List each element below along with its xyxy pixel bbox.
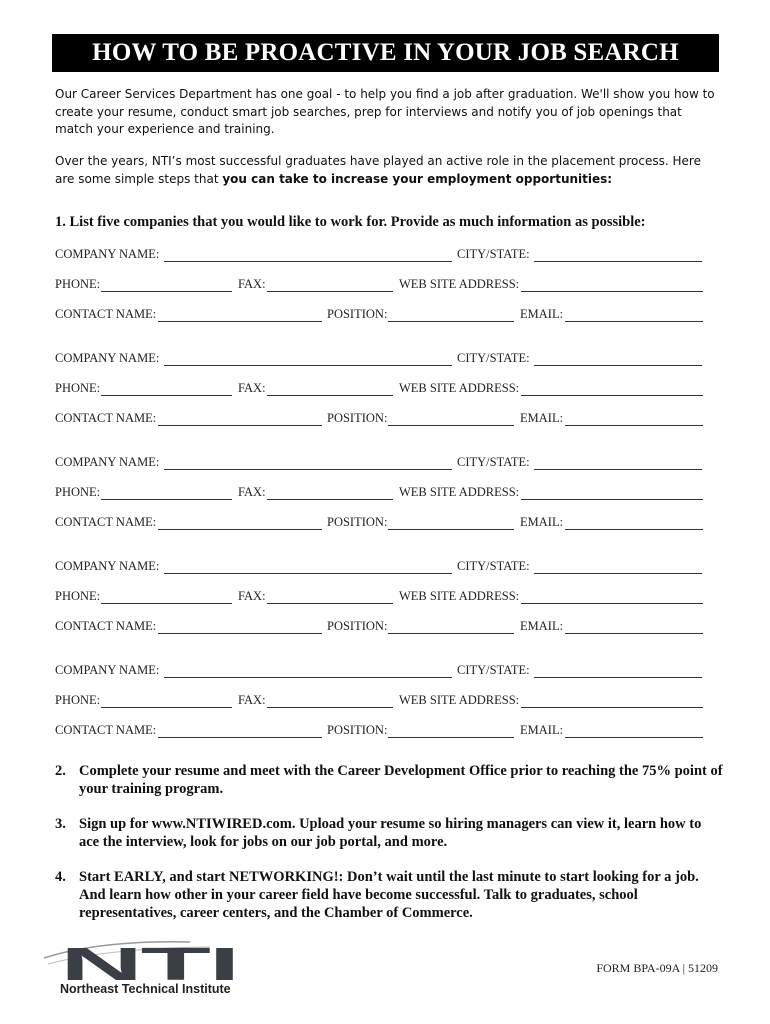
intro-paragraph-1: Our Career Services Department has one goal - to help you find a job after graduation. We'll show you how to create your resume, conduct smart job searches, prep for interviews and notify you of job openings that match your experience and training. [55,87,715,136]
field-label: EMAIL: [520,515,564,529]
city-state-field [457,247,702,262]
fill-in-blank[interactable] [101,487,232,500]
field-label: CONTACT NAME: [55,515,157,529]
fill-in-blank[interactable] [267,695,393,708]
field-label: EMAIL: [520,411,564,425]
fill-in-blank[interactable] [521,487,703,500]
fill-in-blank[interactable] [521,591,703,604]
fax-field [238,485,393,500]
field-label: CITY/STATE: [457,559,530,573]
fill-in-blank[interactable] [158,725,322,738]
fill-in-blank[interactable] [101,279,232,292]
fill-in-blank[interactable] [534,457,702,470]
fill-in-blank[interactable] [388,725,514,738]
intro-paragraph-2-lead: Over the years, NTI’s most successful graduates have played an active role in the placement process. Here are some simple steps that [55,154,701,186]
fax-field [238,693,393,708]
form-row [55,515,705,531]
field-label: FAX: [238,381,266,395]
contact-name-field [55,307,322,322]
email-field [520,619,703,634]
step-number: 4. [55,869,66,885]
fill-in-blank[interactable] [534,249,702,262]
email-field [520,723,703,738]
field-label: POSITION: [327,619,388,633]
position-field [327,515,514,530]
step-text: Sign up for www.NTIWIRED.com. Upload your resume so hiring managers can view it, learn how to ace the interview, look for jobs on our job portal, and more. [79,816,702,850]
fill-in-blank[interactable] [101,383,232,396]
form-row [55,693,705,709]
form-row [55,559,705,575]
fill-in-blank[interactable] [521,383,703,396]
position-field [327,411,514,426]
phone-field [55,381,232,396]
fill-in-blank[interactable] [388,309,514,322]
fill-in-blank[interactable] [534,561,702,574]
step-number: 3. [55,816,66,832]
fill-in-blank[interactable] [388,517,514,530]
contact-name-field [55,515,322,530]
contact-name-field [55,723,322,738]
field-label: FAX: [238,485,266,499]
field-label: FAX: [238,277,266,291]
field-label: CITY/STATE: [457,455,530,469]
field-label: WEB SITE ADDRESS: [399,589,520,603]
section-1-heading: 1. List five companies that you would like to work for. Provide as much information as possible: [55,214,646,230]
fill-in-blank[interactable] [164,665,452,678]
company-name-field [55,247,452,262]
field-label: PHONE: [55,485,101,499]
fill-in-blank[interactable] [158,413,322,426]
field-label: POSITION: [327,307,388,321]
field-label: FAX: [238,693,266,707]
intro-paragraph-2-bold: you can take to increase your employment opportunities: [222,171,613,186]
page-title: HOW TO BE PROACTIVE IN YOUR JOB SEARCH [52,34,719,72]
field-label: PHONE: [55,589,101,603]
fill-in-blank[interactable] [101,695,232,708]
field-label: COMPANY NAME: [55,351,160,365]
form-row [55,455,705,471]
fill-in-blank[interactable] [101,591,232,604]
web-site-field [399,485,703,500]
form-row [55,485,705,501]
fill-in-blank[interactable] [388,413,514,426]
field-label: POSITION: [327,411,388,425]
fill-in-blank[interactable] [164,561,452,574]
email-field [520,411,703,426]
fill-in-blank[interactable] [534,353,702,366]
company-name-field [55,559,452,574]
field-label: COMPANY NAME: [55,559,160,573]
fill-in-blank[interactable] [158,517,322,530]
position-field [327,307,514,322]
form-row [55,351,705,367]
web-site-field [399,589,703,604]
fill-in-blank[interactable] [164,249,452,262]
form-row [55,277,705,293]
field-label: PHONE: [55,277,101,291]
city-state-field [457,455,702,470]
field-label: EMAIL: [520,619,564,633]
city-state-field [457,351,702,366]
position-field [327,619,514,634]
fill-in-blank[interactable] [164,353,452,366]
fill-in-blank[interactable] [565,309,703,322]
company-name-field [55,455,452,470]
field-label: CITY/STATE: [457,663,530,677]
phone-field [55,277,232,292]
logo-subtitle: Northeast Technical Institute [60,982,231,996]
fill-in-blank[interactable] [164,457,452,470]
fill-in-blank[interactable] [565,413,703,426]
step-text: Complete your resume and meet with the Career Development Office prior to reaching the 75% point of your training program. [79,763,723,797]
fax-field [238,381,393,396]
company-name-field [55,663,452,678]
fill-in-blank[interactable] [565,517,703,530]
phone-field [55,693,232,708]
fill-in-blank[interactable] [565,621,703,634]
field-label: FAX: [238,589,266,603]
fill-in-blank[interactable] [267,383,393,396]
fill-in-blank[interactable] [267,487,393,500]
step-item [55,762,723,798]
step-text: Start EARLY, and start NETWORKING!: Don’t wait until the last minute to start looking for a job. And learn how other in your career field have become successful. Talk to graduates, school representatives, career centers, and the Chamber of Commerce. [79,869,699,921]
web-site-field [399,277,703,292]
fill-in-blank[interactable] [158,309,322,322]
fill-in-blank[interactable] [521,279,703,292]
fill-in-blank[interactable] [534,665,702,678]
step-item [55,868,723,922]
fax-field [238,277,393,292]
field-label: PHONE: [55,381,101,395]
city-state-field [457,663,702,678]
field-label: EMAIL: [520,307,564,321]
field-label: WEB SITE ADDRESS: [399,693,520,707]
field-label: CONTACT NAME: [55,411,157,425]
field-label: COMPANY NAME: [55,247,160,261]
contact-name-field [55,411,322,426]
email-field [520,515,703,530]
field-label: CONTACT NAME: [55,619,157,633]
company-name-field [55,351,452,366]
field-label: WEB SITE ADDRESS: [399,485,520,499]
field-label: WEB SITE ADDRESS: [399,381,520,395]
form-row [55,381,705,397]
field-label: POSITION: [327,515,388,529]
fill-in-blank[interactable] [565,725,703,738]
field-label: WEB SITE ADDRESS: [399,277,520,291]
field-label: COMPANY NAME: [55,455,160,469]
fax-field [238,589,393,604]
web-site-field [399,381,703,396]
field-label: COMPANY NAME: [55,663,160,677]
form-row [55,723,705,739]
field-label: CONTACT NAME: [55,307,157,321]
field-label: PHONE: [55,693,101,707]
contact-name-field [55,619,322,634]
step-item [55,815,723,851]
form-row [55,307,705,323]
form-row [55,589,705,605]
form-row [55,247,705,263]
field-label: CONTACT NAME: [55,723,157,737]
form-code: FORM BPA-09A | 51209 [596,961,718,975]
intro-paragraph-2 [55,153,720,188]
fill-in-blank[interactable] [267,591,393,604]
fill-in-blank[interactable] [521,695,703,708]
email-field [520,307,703,322]
fill-in-blank[interactable] [267,279,393,292]
field-label: CITY/STATE: [457,247,530,261]
form-row [55,411,705,427]
phone-field [55,589,232,604]
field-label: CITY/STATE: [457,351,530,365]
field-label: EMAIL: [520,723,564,737]
field-label: POSITION: [327,723,388,737]
fill-in-blank[interactable] [158,621,322,634]
web-site-field [399,693,703,708]
position-field [327,723,514,738]
form-row [55,663,705,679]
form-row [55,619,705,635]
step-number: 2. [55,763,66,779]
phone-field [55,485,232,500]
logo-text: NTI [60,938,239,990]
fill-in-blank[interactable] [388,621,514,634]
city-state-field [457,559,702,574]
